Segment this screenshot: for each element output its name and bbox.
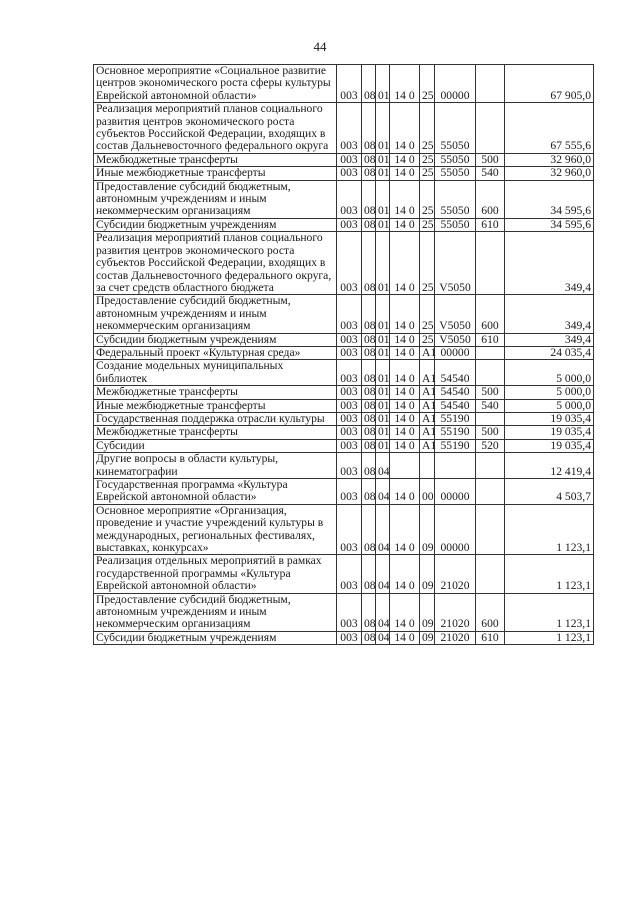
- row-name: Основное мероприятие «Организация, проведение и участие учреждений культуры в международных, региональных фестивалях, выставках, конкурсах»: [94, 504, 337, 555]
- admin-code: 003: [337, 386, 362, 399]
- expense-type-code: [476, 65, 505, 103]
- amount: 349,4: [505, 232, 594, 295]
- admin-code: 003: [337, 426, 362, 439]
- table-row: [94, 479, 594, 505]
- admin-code: 003: [337, 504, 362, 555]
- row-name: Иные межбюджетные трансферты: [94, 167, 337, 180]
- subsection-code: 01: [376, 295, 390, 333]
- table-row: [94, 180, 594, 218]
- section-code: 08: [362, 333, 376, 346]
- table-row: [94, 593, 594, 631]
- amount: 24 035,4: [505, 346, 594, 359]
- section-code: 08: [362, 479, 376, 505]
- csr-direction-code: 00000: [435, 479, 476, 505]
- csr-program-code: 14 0: [390, 360, 420, 386]
- row-name: Межбюджетные трансферты: [94, 386, 337, 399]
- row-name: Субсидии: [94, 439, 337, 452]
- section-code: 08: [362, 167, 376, 180]
- admin-code: 003: [337, 153, 362, 166]
- csr-event-code: 25: [420, 153, 435, 166]
- csr-event-code: [420, 453, 435, 479]
- subsection-code: 04: [376, 453, 390, 479]
- csr-direction-code: 54540: [435, 386, 476, 399]
- row-name: Межбюджетные трансферты: [94, 153, 337, 166]
- expense-type-code: 500: [476, 153, 505, 166]
- amount: 349,4: [505, 295, 594, 333]
- row-name: Субсидии бюджетным учреждениям: [94, 333, 337, 346]
- csr-direction-code: 00000: [435, 504, 476, 555]
- csr-event-code: 25: [420, 333, 435, 346]
- csr-program-code: 14 0: [390, 386, 420, 399]
- csr-direction-code: 55050: [435, 153, 476, 166]
- expense-type-code: 500: [476, 426, 505, 439]
- row-name: Предоставление субсидий бюджетным, автономным учреждениям и иным некоммерческим организациям: [94, 593, 337, 631]
- csr-event-code: A1: [420, 439, 435, 452]
- csr-direction-code: 55050: [435, 167, 476, 180]
- page-number: 44: [313, 39, 327, 54]
- admin-code: 003: [337, 103, 362, 154]
- csr-direction-code: V5050: [435, 232, 476, 295]
- table-row: [94, 555, 594, 593]
- table-row: [94, 103, 594, 154]
- expense-type-code: [476, 360, 505, 386]
- section-code: 08: [362, 504, 376, 555]
- row-name: Реализация мероприятий планов социального развития центров экономического роста субъектов Российской Федерации, входящих в состав Дальневосточного федерального округа, за счет средств областного бюджета: [94, 232, 337, 295]
- csr-event-code: 09: [420, 555, 435, 593]
- amount: 349,4: [505, 333, 594, 346]
- csr-program-code: 14 0: [390, 479, 420, 505]
- amount: 12 419,4: [505, 453, 594, 479]
- table-row: [94, 153, 594, 166]
- csr-direction-code: 55190: [435, 439, 476, 452]
- csr-direction-code: 55050: [435, 103, 476, 154]
- admin-code: 003: [337, 453, 362, 479]
- expense-type-code: 610: [476, 631, 505, 644]
- csr-direction-code: 00000: [435, 346, 476, 359]
- csr-program-code: 14 0: [390, 218, 420, 231]
- budget-table: [93, 64, 594, 645]
- table-row: [94, 360, 594, 386]
- subsection-code: 01: [376, 180, 390, 218]
- table-row: [94, 426, 594, 439]
- budget-rows: [94, 65, 594, 645]
- csr-program-code: 14 0: [390, 103, 420, 154]
- admin-code: 003: [337, 180, 362, 218]
- csr-direction-code: 21020: [435, 555, 476, 593]
- subsection-code: 01: [376, 346, 390, 359]
- admin-code: 003: [337, 295, 362, 333]
- csr-direction-code: 55190: [435, 426, 476, 439]
- subsection-code: 01: [376, 386, 390, 399]
- section-code: 08: [362, 386, 376, 399]
- section-code: 08: [362, 180, 376, 218]
- csr-event-code: 09: [420, 631, 435, 644]
- csr-event-code: A1: [420, 412, 435, 425]
- subsection-code: 01: [376, 65, 390, 103]
- expense-type-code: [476, 453, 505, 479]
- admin-code: 003: [337, 346, 362, 359]
- subsection-code: 04: [376, 479, 390, 505]
- csr-program-code: 14 0: [390, 593, 420, 631]
- csr-program-code: 14 0: [390, 232, 420, 295]
- row-name: Реализация мероприятий планов социального развития центров экономического роста субъектов Российской Федерации, входящих в состав Дальневосточного федерального округа: [94, 103, 337, 154]
- csr-event-code: 00: [420, 479, 435, 505]
- row-name: Предоставление субсидий бюджетным, автономным учреждениям и иным некоммерческим организациям: [94, 180, 337, 218]
- table-row: [94, 346, 594, 359]
- table-row: [94, 504, 594, 555]
- csr-program-code: 14 0: [390, 504, 420, 555]
- csr-program-code: 14 0: [390, 180, 420, 218]
- csr-direction-code: 55050: [435, 218, 476, 231]
- amount: 32 960,0: [505, 167, 594, 180]
- subsection-code: 04: [376, 631, 390, 644]
- subsection-code: 04: [376, 555, 390, 593]
- amount: 1 123,1: [505, 504, 594, 555]
- csr-program-code: 14 0: [390, 399, 420, 412]
- csr-direction-code: 55050: [435, 180, 476, 218]
- csr-program-code: 14 0: [390, 346, 420, 359]
- row-name: Федеральный проект «Культурная среда»: [94, 346, 337, 359]
- section-code: 08: [362, 399, 376, 412]
- amount: 4 503,7: [505, 479, 594, 505]
- expense-type-code: 610: [476, 218, 505, 231]
- expense-type-code: 540: [476, 399, 505, 412]
- expense-type-code: 500: [476, 386, 505, 399]
- csr-direction-code: [435, 453, 476, 479]
- csr-program-code: 14 0: [390, 426, 420, 439]
- subsection-code: 01: [376, 439, 390, 452]
- section-code: 08: [362, 555, 376, 593]
- section-code: 08: [362, 153, 376, 166]
- amount: 19 035,4: [505, 412, 594, 425]
- table-row: [94, 631, 594, 644]
- expense-type-code: [476, 504, 505, 555]
- section-code: 08: [362, 295, 376, 333]
- table-row: [94, 218, 594, 231]
- expense-type-code: 600: [476, 593, 505, 631]
- amount: 5 000,0: [505, 399, 594, 412]
- csr-event-code: A1: [420, 386, 435, 399]
- table-row: [94, 439, 594, 452]
- section-code: 08: [362, 218, 376, 231]
- section-code: 08: [362, 593, 376, 631]
- csr-program-code: 14 0: [390, 153, 420, 166]
- admin-code: 003: [337, 412, 362, 425]
- expense-type-code: 610: [476, 333, 505, 346]
- row-name: Субсидии бюджетным учреждениям: [94, 631, 337, 644]
- subsection-code: 04: [376, 593, 390, 631]
- csr-event-code: 25: [420, 295, 435, 333]
- section-code: 08: [362, 232, 376, 295]
- csr-event-code: 25: [420, 167, 435, 180]
- amount: 5 000,0: [505, 386, 594, 399]
- csr-program-code: 14 0: [390, 555, 420, 593]
- amount: 19 035,4: [505, 439, 594, 452]
- table-row: [94, 65, 594, 103]
- amount: 1 123,1: [505, 631, 594, 644]
- admin-code: 003: [337, 360, 362, 386]
- section-code: 08: [362, 65, 376, 103]
- row-name: Предоставление субсидий бюджетным, автономным учреждениям и иным некоммерческим организациям: [94, 295, 337, 333]
- admin-code: 003: [337, 439, 362, 452]
- amount: 5 000,0: [505, 360, 594, 386]
- csr-program-code: 14 0: [390, 631, 420, 644]
- subsection-code: 01: [376, 360, 390, 386]
- section-code: 08: [362, 346, 376, 359]
- table-row: [94, 295, 594, 333]
- csr-direction-code: 55190: [435, 412, 476, 425]
- subsection-code: 01: [376, 153, 390, 166]
- admin-code: 003: [337, 333, 362, 346]
- csr-event-code: A1: [420, 426, 435, 439]
- subsection-code: 04: [376, 504, 390, 555]
- section-code: 08: [362, 453, 376, 479]
- amount: 1 123,1: [505, 593, 594, 631]
- row-name: Межбюджетные трансферты: [94, 426, 337, 439]
- admin-code: 003: [337, 232, 362, 295]
- row-name: Субсидии бюджетным учреждениям: [94, 218, 337, 231]
- section-code: 08: [362, 360, 376, 386]
- row-name: Основное мероприятие «Социальное развитие центров экономического роста сферы культуры Еврейской автономной области»: [94, 65, 337, 103]
- expense-type-code: 520: [476, 439, 505, 452]
- admin-code: 003: [337, 218, 362, 231]
- subsection-code: 01: [376, 218, 390, 231]
- csr-event-code: 09: [420, 504, 435, 555]
- table-row: [94, 333, 594, 346]
- csr-direction-code: V5050: [435, 333, 476, 346]
- amount: 34 595,6: [505, 180, 594, 218]
- subsection-code: 01: [376, 103, 390, 154]
- expense-type-code: [476, 412, 505, 425]
- section-code: 08: [362, 412, 376, 425]
- row-name: Создание модельных муниципальных библиотек: [94, 360, 337, 386]
- csr-event-code: A1: [420, 360, 435, 386]
- expense-type-code: 600: [476, 295, 505, 333]
- row-name: Другие вопросы в области культуры, кинематографии: [94, 453, 337, 479]
- amount: 19 035,4: [505, 426, 594, 439]
- csr-event-code: 25: [420, 103, 435, 154]
- csr-event-code: 25: [420, 65, 435, 103]
- csr-direction-code: 00000: [435, 65, 476, 103]
- csr-direction-code: 21020: [435, 593, 476, 631]
- csr-direction-code: V5050: [435, 295, 476, 333]
- csr-program-code: 14 0: [390, 65, 420, 103]
- section-code: 08: [362, 426, 376, 439]
- csr-event-code: 25: [420, 232, 435, 295]
- subsection-code: 01: [376, 333, 390, 346]
- csr-program-code: 14 0: [390, 439, 420, 452]
- amount: 1 123,1: [505, 555, 594, 593]
- admin-code: 003: [337, 555, 362, 593]
- section-code: 08: [362, 103, 376, 154]
- csr-program-code: 14 0: [390, 412, 420, 425]
- row-name: Государственная программа «Культура Еврейской автономной области»: [94, 479, 337, 505]
- subsection-code: 01: [376, 412, 390, 425]
- csr-direction-code: 54540: [435, 360, 476, 386]
- table-row: [94, 453, 594, 479]
- csr-program-code: [390, 453, 420, 479]
- csr-event-code: A1: [420, 346, 435, 359]
- csr-program-code: 14 0: [390, 167, 420, 180]
- amount: 67 555,6: [505, 103, 594, 154]
- csr-event-code: 25: [420, 218, 435, 231]
- csr-direction-code: 54540: [435, 399, 476, 412]
- expense-type-code: [476, 555, 505, 593]
- subsection-code: 01: [376, 167, 390, 180]
- csr-program-code: 14 0: [390, 295, 420, 333]
- amount: 67 905,0: [505, 65, 594, 103]
- table-row: [94, 232, 594, 295]
- amount: 34 595,6: [505, 218, 594, 231]
- amount: 32 960,0: [505, 153, 594, 166]
- csr-event-code: 25: [420, 180, 435, 218]
- table-row: [94, 167, 594, 180]
- table-row: [94, 399, 594, 412]
- expense-type-code: [476, 103, 505, 154]
- expense-type-code: 600: [476, 180, 505, 218]
- subsection-code: 01: [376, 232, 390, 295]
- expense-type-code: [476, 346, 505, 359]
- row-name: Государственная поддержка отрасли культуры: [94, 412, 337, 425]
- table-row: [94, 412, 594, 425]
- row-name: Иные межбюджетные трансферты: [94, 399, 337, 412]
- admin-code: 003: [337, 479, 362, 505]
- admin-code: 003: [337, 631, 362, 644]
- section-code: 08: [362, 439, 376, 452]
- csr-event-code: 09: [420, 593, 435, 631]
- admin-code: 003: [337, 593, 362, 631]
- subsection-code: 01: [376, 426, 390, 439]
- admin-code: 003: [337, 167, 362, 180]
- expense-type-code: [476, 232, 505, 295]
- admin-code: 003: [337, 399, 362, 412]
- row-name: Реализация отдельных мероприятий в рамках государственной программы «Культура Еврейской автономной области»: [94, 555, 337, 593]
- table-row: [94, 386, 594, 399]
- csr-program-code: 14 0: [390, 333, 420, 346]
- section-code: 08: [362, 631, 376, 644]
- csr-direction-code: 21020: [435, 631, 476, 644]
- expense-type-code: 540: [476, 167, 505, 180]
- csr-event-code: A1: [420, 399, 435, 412]
- subsection-code: 01: [376, 399, 390, 412]
- admin-code: 003: [337, 65, 362, 103]
- expense-type-code: [476, 479, 505, 505]
